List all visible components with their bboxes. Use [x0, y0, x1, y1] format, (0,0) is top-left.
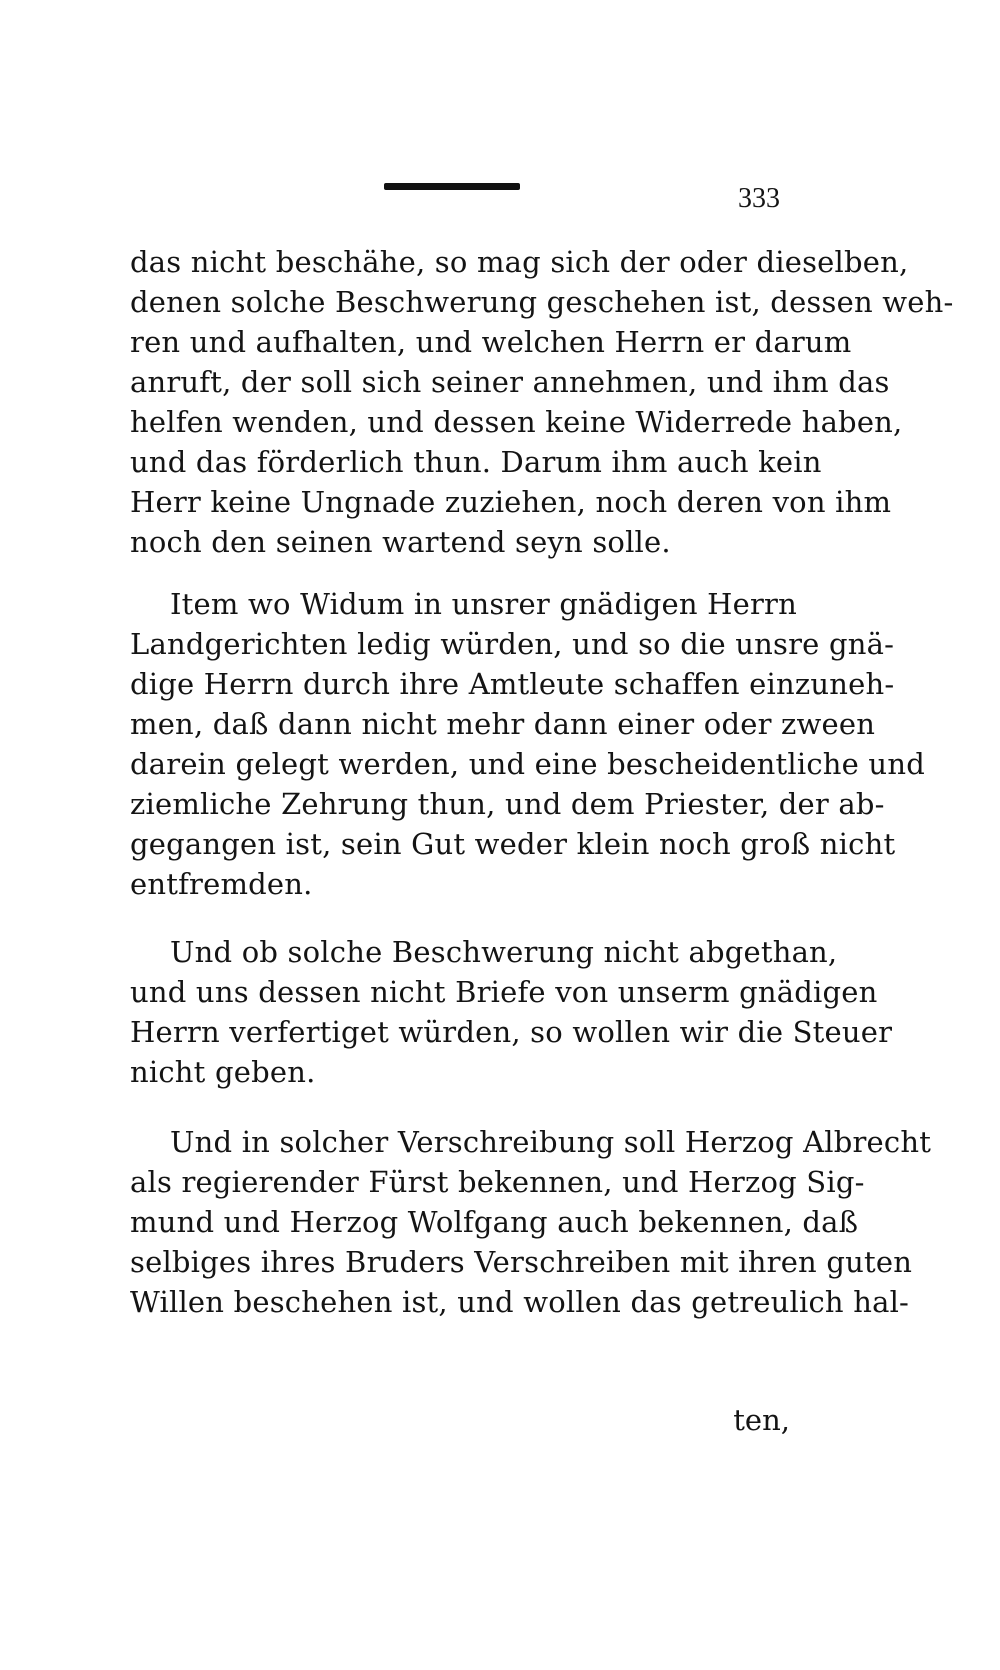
- paragraph-3-line-1: Und ob solche Beschwerung nicht abgethan,: [170, 935, 838, 969]
- paragraph-4-line-3: mund und Herzog Wolfgang auch bekennen, daß: [130, 1205, 859, 1239]
- page-number: 333: [738, 183, 780, 214]
- paragraph-2-line-4: men, daß dann nicht mehr dann einer oder zween: [130, 707, 876, 741]
- paragraph-2-line-1: Item wo Widum in unsrer gnädigen Herrn: [170, 587, 797, 621]
- paragraph-2-line-5: darein gelegt werden, und eine bescheidentliche und: [130, 747, 925, 781]
- header-rule: [384, 183, 520, 190]
- paragraph-4-line-4: selbiges ihres Bruders Verschreiben mit ihren guten: [130, 1245, 913, 1279]
- catchword: ten,: [733, 1403, 790, 1437]
- paragraph-3-line-2: und uns dessen nicht Briefe von unserm gnädigen: [130, 975, 878, 1009]
- paragraph-1-line-6: und das förderlich thun. Darum ihm auch kein: [130, 445, 822, 479]
- paragraph-1-line-4: anruft, der soll sich seiner annehmen, und ihm das: [130, 365, 890, 399]
- paragraph-4-line-2: als regierender Fürst bekennen, und Herzog Sig-: [130, 1165, 865, 1199]
- paragraph-2-line-2: Landgerichten ledig würden, und so die unsre gnä-: [130, 627, 895, 661]
- paragraph-1-line-1: das nicht beschähe, so mag sich der oder dieselben,: [130, 245, 909, 279]
- paragraph-1-line-5: helfen wenden, und dessen keine Widerrede haben,: [130, 405, 903, 439]
- paragraph-4-line-5: Willen beschehen ist, und wollen das getreulich hal-: [130, 1285, 910, 1319]
- paragraph-3-line-4: nicht geben.: [130, 1055, 316, 1089]
- paragraph-3-line-3: Herrn verfertiget würden, so wollen wir die Steuer: [130, 1015, 893, 1049]
- paragraph-4-line-1: Und in solcher Verschreibung soll Herzog Albrecht: [170, 1125, 932, 1159]
- paragraph-1-line-8: noch den seinen wartend seyn solle.: [130, 525, 671, 559]
- paragraph-1-line-3: ren und aufhalten, und welchen Herrn er darum: [130, 325, 852, 359]
- paragraph-1-line-7: Herr keine Ungnade zuziehen, noch deren von ihm: [130, 485, 892, 519]
- paragraph-2-line-6: ziemliche Zehrung thun, und dem Priester, der ab-: [130, 787, 885, 821]
- paragraph-2-line-8: entfremden.: [130, 867, 313, 901]
- paragraph-2-line-7: gegangen ist, sein Gut weder klein noch groß nicht: [130, 827, 896, 861]
- paragraph-1-line-2: denen solche Beschwerung geschehen ist, dessen weh-: [130, 285, 954, 319]
- paragraph-2-line-3: dige Herrn durch ihre Amtleute schaffen einzuneh-: [130, 667, 895, 701]
